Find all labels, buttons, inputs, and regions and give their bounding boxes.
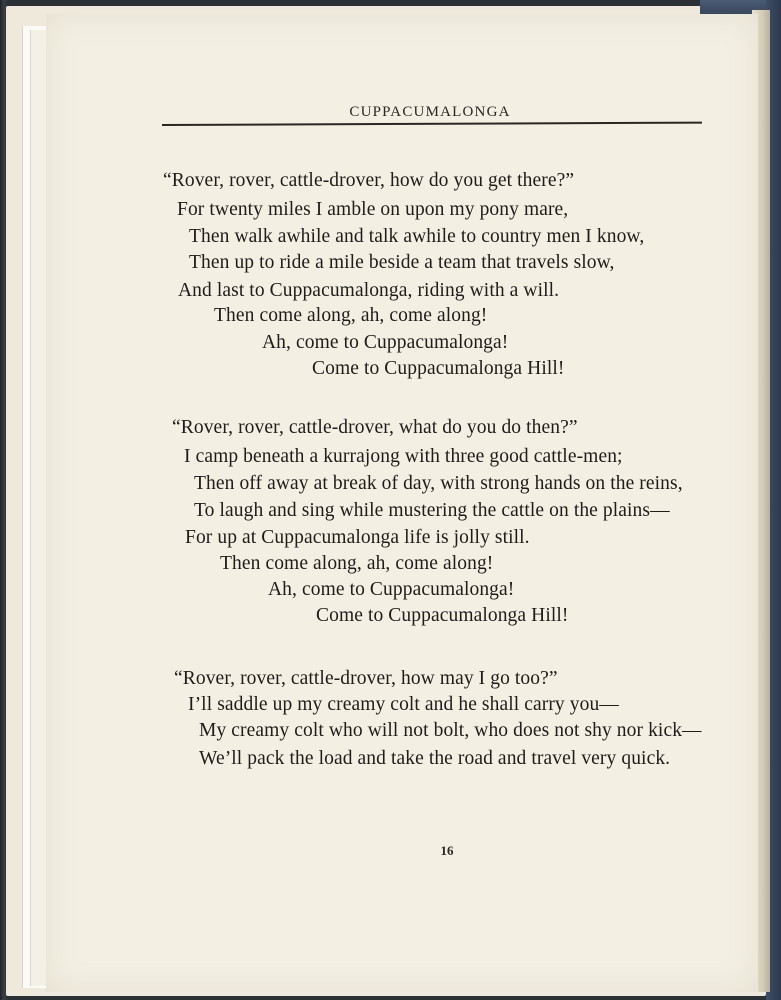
page-number: 16 [440,843,454,858]
poem-line: And last to Cuppacumalonga, riding with a will. [178,280,560,301]
poem-line: Come to Cuppacumalonga Hill! [312,358,565,379]
poem-line: Ah, come to Cuppacumalonga! [262,332,509,353]
poem-line: For twenty miles I amble on upon my pony mare, [177,199,569,220]
poem-line: Then walk awhile and talk awhile to country men I know, [189,226,645,247]
poem-line: I camp beneath a kurrajong with three good cattle-men; [184,446,623,467]
poem-line: My creamy colt who will not bolt, who does not shy nor kick— [199,720,702,741]
poem-line: “Rover, rover, cattle-drover, how do you get there?” [163,170,575,191]
poem-line: Then off away at break of day, with strong hands on the reins, [194,473,683,494]
poem-line: Ah, come to Cuppacumalonga! [268,579,515,600]
poem-line: We’ll pack the load and take the road and travel very quick. [199,748,671,769]
poem-line: “Rover, rover, cattle-drover, how may I go too?” [174,668,558,689]
poem-line: Then come along, ah, come along! [220,553,494,574]
poem-line: For up at Cuppacumalonga life is jolly still. [185,527,530,548]
poem-line: Then up to ride a mile beside a team that travels slow, [189,252,615,273]
running-head: CUPPACUMALONGA [349,104,511,120]
poem-line: To laugh and sing while mustering the cattle on the plains— [194,500,670,521]
poem-line: Come to Cuppacumalonga Hill! [316,605,569,626]
poem-line: I’ll saddle up my creamy colt and he shall carry you— [188,694,619,715]
poem-line: Then come along, ah, come along! [214,305,488,326]
poem-line: “Rover, rover, cattle-drover, what do you do then?” [172,417,578,438]
